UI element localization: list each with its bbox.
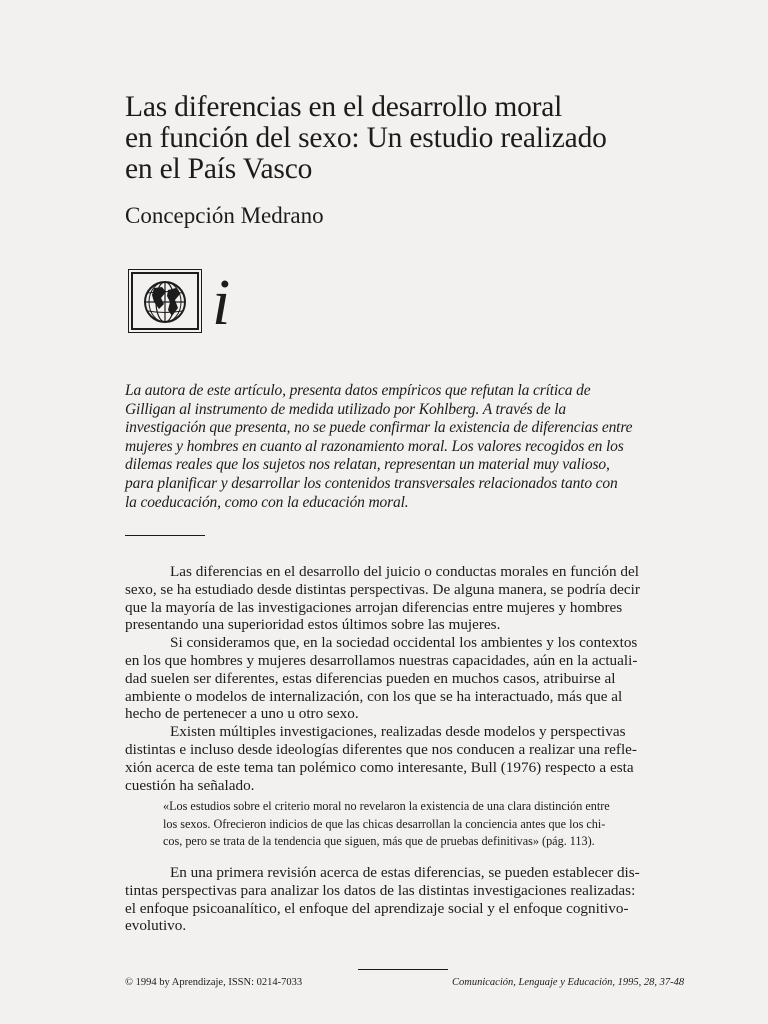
paragraph-line: evolutivo.	[125, 917, 187, 935]
paragraph-line: presentando una superioridad estos últimos sobre las mujeres.	[125, 616, 501, 634]
paragraph-line: cuestión ha señalado.	[125, 776, 255, 794]
globe-icon-frame	[131, 272, 199, 330]
abstract-line: Gilligan al instrumento de medida utilizado por Kohlberg. A través de la	[125, 400, 566, 418]
globe-icon	[140, 278, 190, 326]
paragraph-line: xión acerca de este tema tan polémico como interesante, Bull (1976) respecto a esta	[125, 758, 634, 776]
paragraph-line: el enfoque psicoanalítico, el enfoque del aprendizaje social y el enfoque cognitivo-	[125, 899, 629, 917]
abstract-line: la coeducación, como con la educación moral.	[125, 493, 409, 511]
paragraph-line: En una primera revisión acerca de estas diferencias, se pueden establecer dis-	[170, 864, 640, 881]
body-text	[125, 563, 690, 794]
quote-line: «Los estudios sobre el criterio moral no revelaron la existencia de una clara distinción entre	[163, 799, 610, 813]
paragraph-line: dad suelen ser diferentes, estas diferencias pueden en muchos casos, atribuirse al	[125, 669, 616, 687]
quote-line: los sexos. Ofrecieron indicios de que las chicas desarrollan la conciencia antes que los chi-	[163, 816, 606, 831]
paragraph-line: Las diferencias en el desarrollo del juicio o conductas morales en función del	[170, 563, 639, 580]
title-line: Las diferencias en el desarrollo moral	[125, 91, 563, 123]
paragraph-line: distintas e incluso desde ideologías diferentes que nos conducen a realizar una refle-	[125, 740, 637, 758]
abstract	[125, 382, 685, 512]
paragraph-line: ambiente o modelos de internalización, con los que se ha interactuado, más que al	[125, 687, 623, 705]
abstract-line: La autora de este artículo, presenta datos empíricos que refutan la crítica de	[125, 382, 591, 399]
paragraph-line: en los que hombres y mujeres desarrollamos nuestras capacidades, aún en la actuali-	[125, 651, 638, 669]
author-name: Concepción Medrano	[125, 203, 324, 228]
abstract-line: dilemas reales que los sujetos nos relatan, representan un material muy valioso,	[125, 456, 610, 474]
closing-paragraph	[125, 864, 690, 935]
block-quote	[163, 798, 688, 851]
abstract-line: investigación que presenta, no se puede confirmar la existencia de diferencias entre	[125, 419, 633, 437]
abstract-line: para planificar y desarrollar los contenidos transversales relacionados tanto con	[125, 474, 618, 492]
copyright-footer: © 1994 by Aprendizaje, ISSN: 0214-7033	[125, 977, 303, 988]
article-title	[125, 92, 725, 185]
paragraph-line: sexo, se ha estudiado desde distintas perspectivas. De alguna manera, se podría decir	[125, 580, 640, 598]
section-divider	[125, 535, 205, 536]
paragraph-line: Si consideramos que, en la sociedad occidental los ambientes y los contextos	[170, 634, 638, 652]
paragraph-line: hecho de pertenecer a uno u otro sexo.	[125, 705, 359, 723]
paragraph-line: que la mayoría de las investigaciones arrojan diferencias entre mujeres y hombres	[125, 598, 623, 616]
title-line: en el País Vasco	[125, 153, 313, 185]
paragraph-line: tintas perspectivas para analizar los datos de las distintas investigaciones realizadas:	[125, 881, 636, 899]
footer-divider	[358, 969, 448, 970]
info-icon: i	[212, 266, 231, 339]
paragraph-line: Existen múltiples investigaciones, realizadas desde modelos y perspectivas	[170, 723, 626, 741]
abstract-line: mujeres y hombres en cuanto al razonamiento moral. Los valores recogidos en los	[125, 437, 624, 455]
title-line: en función del sexo: Un estudio realizado	[125, 122, 607, 154]
journal-citation: Comunicación, Lenguaje y Educación, 1995, 28, 37-48	[452, 977, 685, 988]
quote-line: cos, pero se trata de la tendencia que siguen, más que de pruebas definitivas» (pág. 113).	[163, 834, 595, 848]
